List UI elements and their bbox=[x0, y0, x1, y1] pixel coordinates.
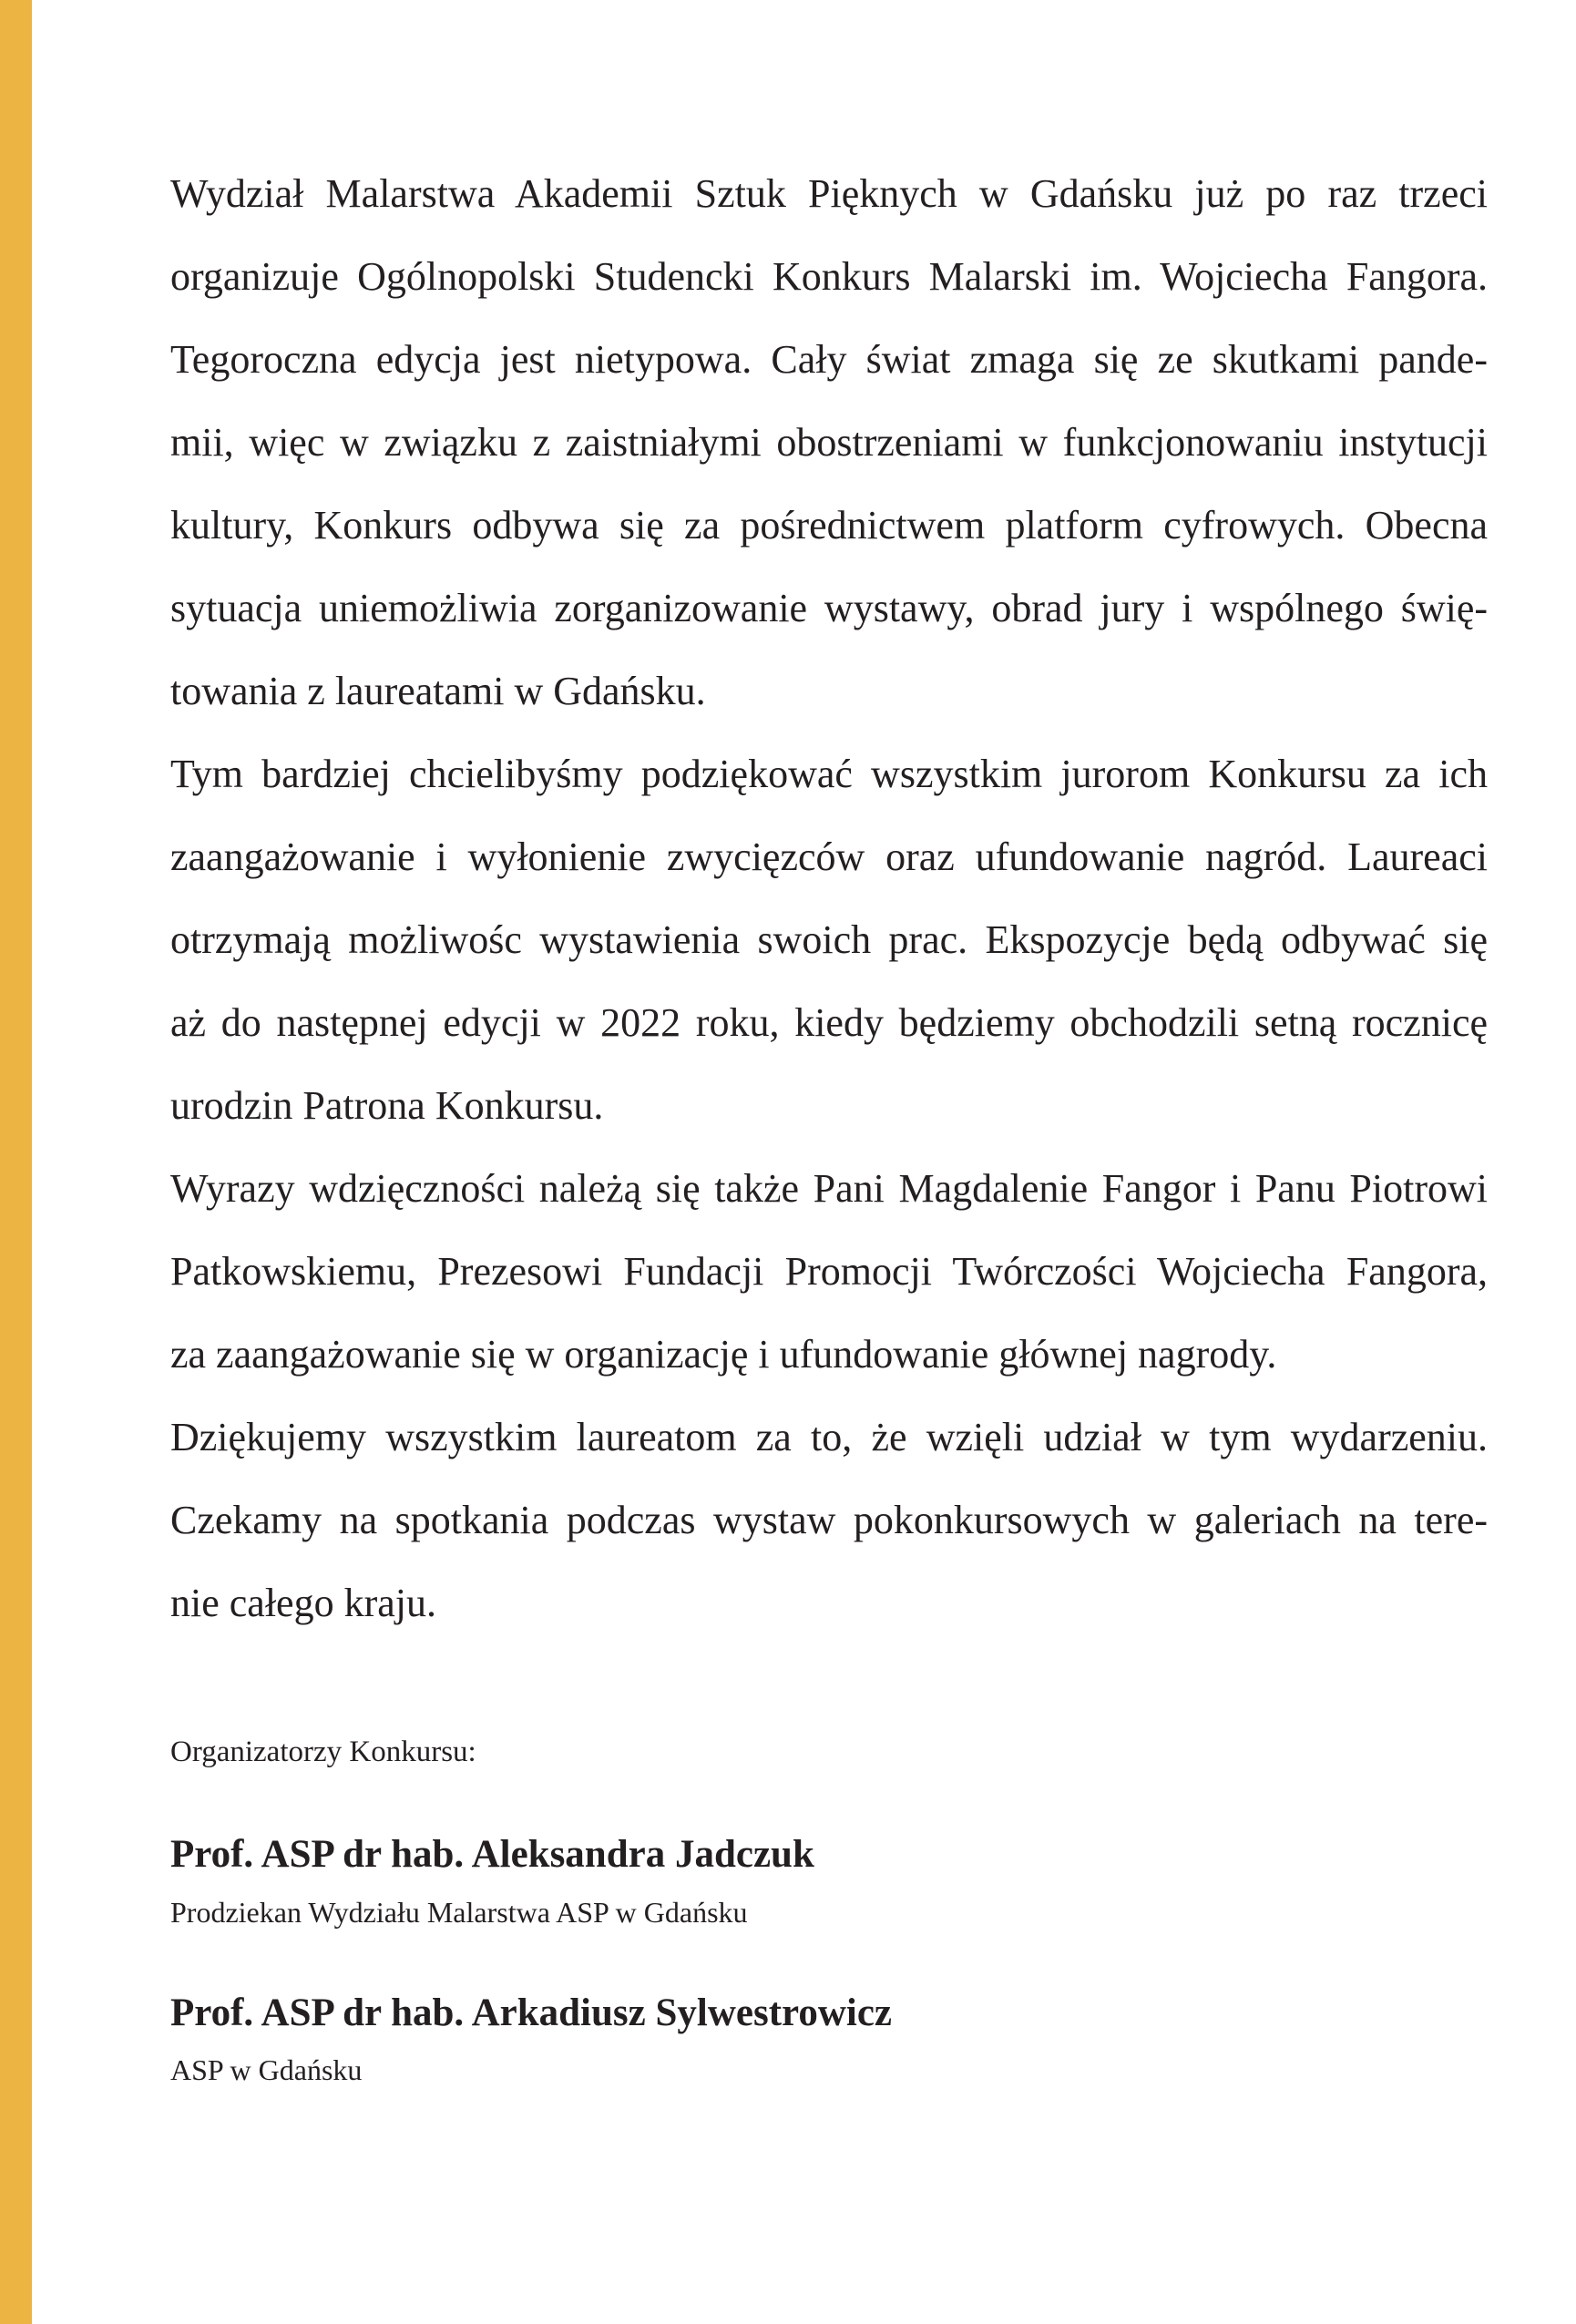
text-line: zaangażowanie i wyłonienie zwycięzców oraz ufundowanie nagród. Laureaci bbox=[170, 834, 1488, 879]
text-line: towania z laureatami w Gdańsku. bbox=[170, 669, 706, 713]
text-line: nie całego kraju. bbox=[170, 1581, 436, 1625]
text-line: organizuje Ogólnopolski Studencki Konkurs Malarski im. Wojciecha Fangora. bbox=[170, 254, 1488, 299]
signatory-role: ASP w Gdańsku bbox=[170, 2053, 363, 2086]
text-line: za zaangażowanie się w organizację i ufundowanie głównej nagrody. bbox=[170, 1332, 1277, 1377]
text-line: Tym bardziej chcielibyśmy podziękować wszystkim jurorom Konkursu za ich bbox=[170, 752, 1488, 796]
signatory-name: Prof. ASP dr hab. Aleksandra Jadczuk bbox=[170, 1833, 814, 1876]
text-line: Czekamy na spotkania podczas wystaw pokonkursowych w galeriach na tere- bbox=[170, 1498, 1488, 1542]
organizers-label: Organizatorzy Konkursu: bbox=[170, 1735, 476, 1768]
text-line: Patkowskiemu, Prezesowi Fundacji Promocji Twórczości Wojciecha Fangora, bbox=[170, 1249, 1488, 1294]
signatory-name: Prof. ASP dr hab. Arkadiusz Sylwestrowicz bbox=[170, 1991, 892, 2034]
text-line: Tegoroczna edycja jest nietypowa. Cały świat zmaga się ze skutkami pande- bbox=[170, 337, 1488, 382]
text-line: aż do następnej edycji w 2022 roku, kiedy będziemy obchodzili setną rocznicę bbox=[170, 1000, 1488, 1045]
text-line: Wyrazy wdzięczności należą się także Pani Magdalenie Fangor i Panu Piotrowi bbox=[170, 1166, 1488, 1211]
text-line: Wydział Malarstwa Akademii Sztuk Pięknych w Gdańsku już po raz trzeci bbox=[170, 171, 1488, 216]
text-line: otrzymają możliwośc wystawienia swoich prac. Ekspozycje będą odbywać się bbox=[170, 917, 1488, 962]
signatory-role: Prodziekan Wydziału Malarstwa ASP w Gdańsku bbox=[170, 1896, 748, 1929]
text-line: urodzin Patrona Konkursu. bbox=[170, 1083, 604, 1128]
text-line: Dziękujemy wszystkim laureatom za to, że wzięli udział w tym wydarzeniu. bbox=[170, 1415, 1488, 1459]
accent-side-bar bbox=[0, 0, 32, 2324]
text-line: kultury, Konkurs odbywa się za pośrednictwem platform cyfrowych. Obecna bbox=[170, 503, 1488, 548]
text-line: sytuacja uniemożliwia zorganizowanie wystawy, obrad jury i wspólnego świę- bbox=[170, 586, 1488, 630]
text-line: mii, więc w związku z zaistniałymi obostrzeniami w funkcjonowaniu instytucji bbox=[170, 420, 1488, 465]
